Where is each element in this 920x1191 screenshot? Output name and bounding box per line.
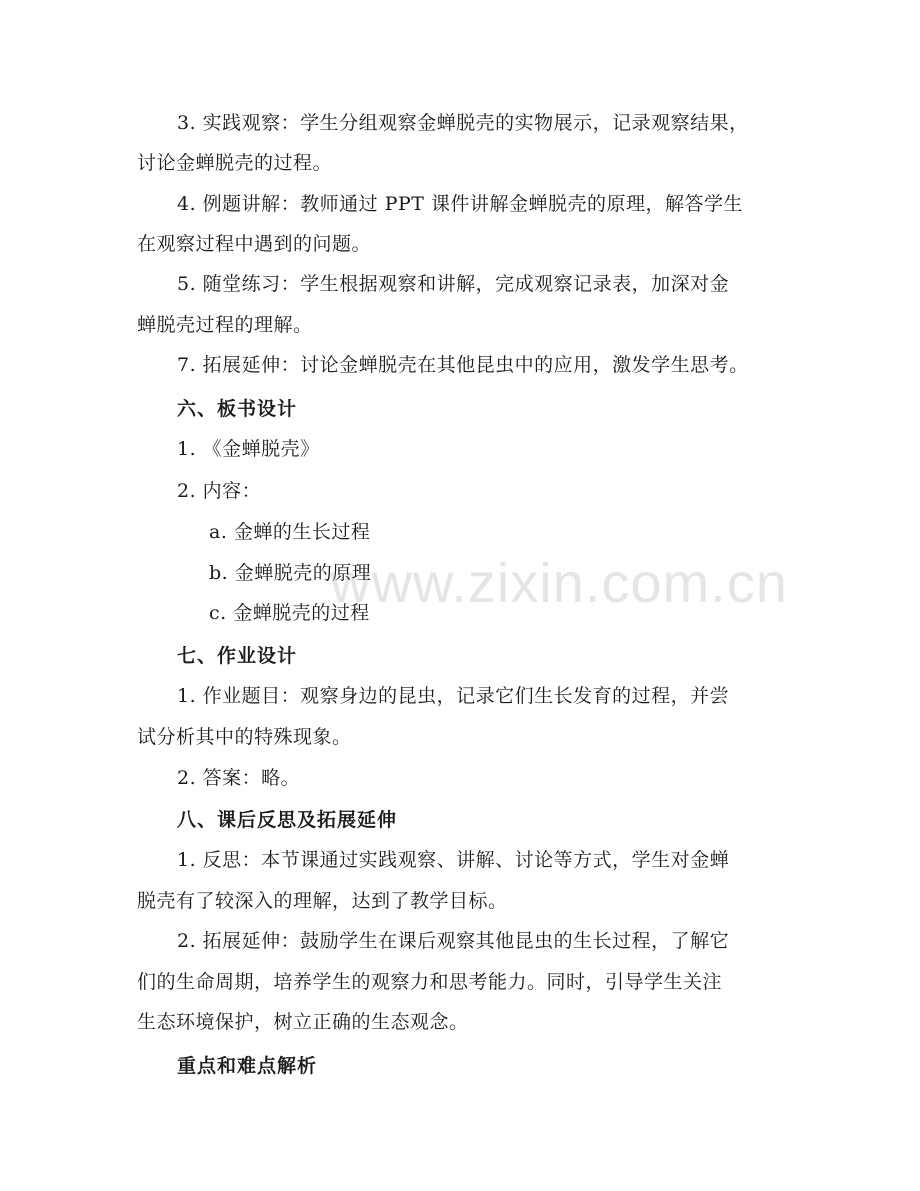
section-8-heading: 八、课后反思及拓展延伸 [177, 809, 398, 831]
item-7-line-1: 7. 拓展延伸：讨论金蝉脱壳在其他昆虫中的应用，激发学生思考。 [177, 354, 749, 376]
extension-line-1: 2. 拓展延伸：鼓励学生在课后观察其他昆虫的生长过程，了解它 [177, 930, 730, 952]
homework-1-line-1: 1. 作业题目：观察身边的昆虫，记录它们生长发育的过程，并尝 [177, 685, 730, 707]
board-subitem-b: b. 金蝉脱壳的原理 [209, 562, 372, 584]
board-subitem-a: a. 金蝉的生长过程 [209, 521, 371, 543]
extension-line-3: 生态环境保护，树立正确的生态观念。 [137, 1011, 469, 1033]
board-item-2: 2. 内容： [177, 480, 262, 502]
item-5-line-2: 蝉脱壳过程的理解。 [137, 314, 313, 336]
board-item-1: 1. 《金蝉脱壳》 [177, 438, 320, 460]
item-5-line-1: 5. 随堂练习：学生根据观察和讲解，完成观察记录表，加深对金 [177, 273, 730, 295]
homework-1-line-2: 试分析其中的特殊现象。 [137, 726, 352, 748]
reflection-line-1: 1. 反思：本节课通过实践观察、讲解、讨论等方式，学生对金蝉 [177, 849, 730, 871]
board-subitem-c: c. 金蝉脱壳的过程 [209, 602, 370, 624]
item-4-line-1: 4. 例题讲解：教师通过 PPT 课件讲解金蝉脱壳的原理，解答学生 [177, 193, 743, 215]
homework-2: 2. 答案：略。 [177, 767, 301, 789]
item-3-line-2: 讨论金蝉脱壳的过程。 [137, 152, 333, 174]
key-points-heading: 重点和难点解析 [177, 1055, 318, 1077]
item-3-line-1: 3. 实践观察：学生分组观察金蝉脱壳的实物展示，记录观察结果， [177, 112, 749, 134]
reflection-line-2: 脱壳有了较深入的理解，达到了教学目标。 [137, 890, 508, 912]
section-6-heading: 六、板书设计 [177, 398, 298, 420]
extension-line-2: 们的生命周期，培养学生的观察力和思考能力。同时，引导学生关注 [137, 971, 723, 993]
item-4-line-2: 在观察过程中遇到的问题。 [137, 233, 372, 255]
section-7-heading: 七、作业设计 [177, 645, 298, 667]
watermark: www.zixin.com.cn [330, 551, 788, 614]
